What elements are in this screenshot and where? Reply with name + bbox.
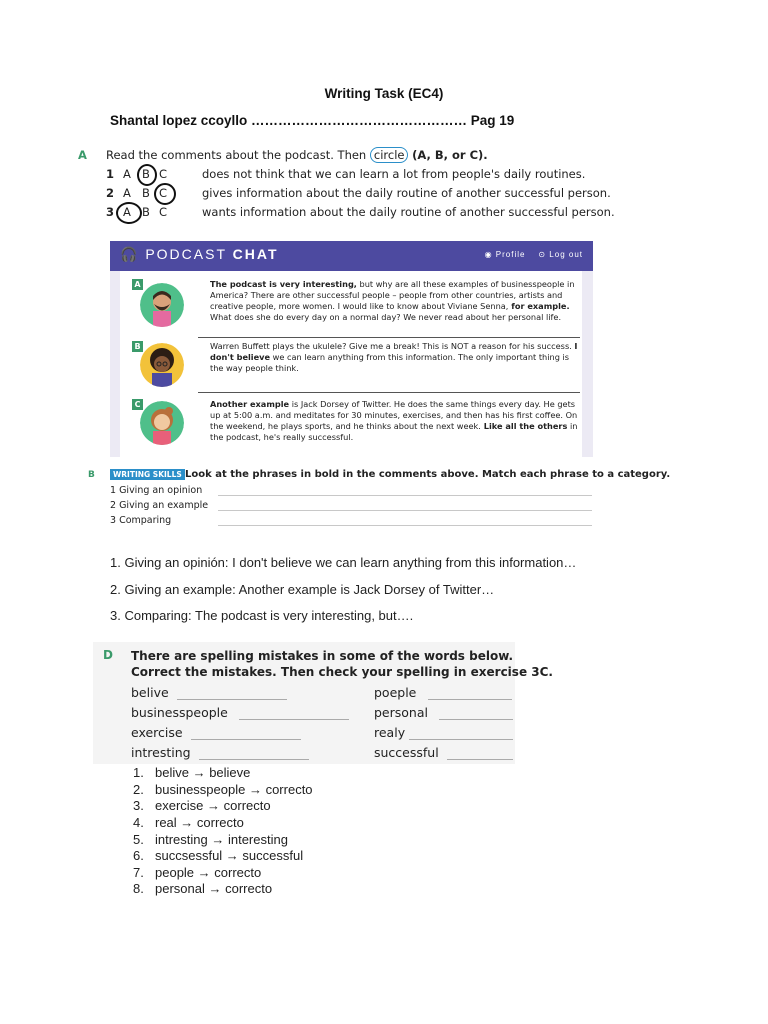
correction-text: businesspeople → correcto	[155, 782, 313, 797]
comment-tag: A	[132, 279, 143, 290]
exercise-d-letter: D	[103, 648, 113, 662]
exercise-a	[78, 146, 618, 236]
spelling-word: realy	[374, 725, 406, 740]
row-statement: does not think that we can learn a lot from people's daily routines.	[202, 167, 586, 181]
option-b[interactable]: B	[142, 205, 150, 219]
spelling-word: successful	[374, 745, 439, 760]
item-number: 6.	[133, 848, 144, 863]
item-number: 2.	[133, 782, 144, 797]
headphones-icon: 🎧	[120, 246, 140, 262]
answer-line[interactable]	[191, 739, 301, 740]
handwritten-circle-mark	[137, 164, 157, 186]
comment-tag: C	[132, 399, 143, 410]
student-line: Shantal lopez ccoyllo ………………………………………… Pag 19	[110, 113, 515, 128]
podcast-logo	[120, 246, 279, 263]
item-number: 8.	[133, 881, 144, 896]
item-number: 7.	[133, 865, 144, 880]
comment-text	[210, 279, 582, 323]
item-number: 1.	[133, 765, 144, 780]
answer-line-2: 2. Giving an example: Another example is Jack Dorsey of Twitter…	[110, 582, 495, 597]
correction-item	[133, 782, 313, 797]
row-statement: gives information about the daily routine of another successful person.	[202, 186, 611, 200]
item-number: 3.	[133, 798, 144, 813]
correction-text: personal → correcto	[155, 881, 273, 896]
option-c[interactable]: C	[159, 186, 168, 200]
logout-link[interactable]: Log out	[549, 250, 583, 259]
correction-item	[133, 765, 250, 780]
profile-icon: ◉	[484, 250, 493, 259]
instruction-line: Correct the mistakes. Then check your spelling in exercise 3C.	[131, 665, 553, 679]
correction-text: succsessful → successful	[155, 848, 304, 863]
comment-part: but why are all these examples of businesspeople in America? There are other successful people – people from other countries, artists and creative people, more women. I would like to know about Viviane Senna,	[210, 279, 575, 311]
bold-phrase: for example.	[508, 301, 570, 311]
spelling-word: exercise	[131, 725, 183, 740]
exercise-b	[78, 466, 671, 528]
spelling-word: poeple	[374, 685, 417, 700]
exercise-a-row-3	[106, 205, 626, 221]
option-c[interactable]: C	[159, 167, 168, 181]
comment-part: Warren Buffett plays the ukulele? Give me a break! This is NOT a reason for his success.	[210, 341, 575, 351]
bold-phrase: I don't believe	[210, 341, 578, 362]
row-statement: wants information about the daily routine of another successful person.	[202, 205, 615, 219]
row-number: 3	[106, 205, 115, 219]
exercise-b-instruction: Look at the phrases in bold in the comments above. Match each phrase to a category.	[185, 469, 671, 480]
avatar-bearded-man-icon	[140, 283, 184, 327]
logout-icon: ⊙	[538, 250, 547, 259]
comment-a	[132, 279, 580, 337]
divider	[198, 392, 580, 393]
correction-text: belive → believe	[155, 765, 251, 780]
divider	[198, 337, 580, 338]
bold-phrase: The podcast is very interesting,	[210, 279, 357, 289]
exercise-a-row-2	[106, 186, 626, 202]
option-a[interactable]: A	[123, 186, 131, 200]
answer-line-3: 3. Comparing: The podcast is very interesting, but….	[110, 608, 414, 623]
brand-light: PODCAST	[145, 246, 227, 262]
answer-line[interactable]	[218, 510, 592, 511]
option-c[interactable]: C	[159, 205, 168, 219]
correction-text: real → correcto	[155, 815, 244, 830]
comment-part: is Jack Dorsey of Twitter. He does the same things every day. He gets up at 5:00 a.m. and meditates for 30 minutes, exercises, and then has his first coffee. On the weekend, he plays sports, and he thinks about the next week.	[210, 399, 578, 431]
comment-part: in the podcast, he's really successful.	[210, 421, 578, 442]
item-number: 5.	[133, 832, 144, 847]
exercise-d	[93, 642, 553, 764]
page-title: Writing Task (EC4)	[324, 86, 444, 101]
handwritten-circle-mark	[154, 183, 176, 205]
writing-skills-badge: WRITING SKILLS	[110, 469, 185, 480]
avatar-woman-icon	[140, 401, 184, 445]
exercise-a-row-1	[106, 167, 626, 183]
option-b[interactable]: B	[142, 167, 150, 181]
header-links	[485, 250, 583, 259]
comment-c	[132, 399, 580, 455]
row-number: 1	[106, 167, 115, 181]
correction-item	[133, 815, 244, 830]
instruction-line: There are spelling mistakes in some of the words below.	[131, 649, 514, 663]
podcast-chat-card	[110, 241, 593, 457]
correction-item	[133, 848, 303, 863]
correction-text: intresting → interesting	[155, 832, 288, 847]
avatar-curly-hair-man-icon	[140, 343, 184, 387]
category-item: 1 Giving an opinion	[110, 485, 203, 496]
answer-line[interactable]	[218, 495, 592, 496]
correction-text: exercise → correcto	[155, 798, 271, 813]
row-number: 2	[106, 186, 115, 200]
handwritten-circle-mark	[116, 202, 142, 224]
answer-line[interactable]	[447, 759, 513, 760]
spelling-word: intresting	[131, 745, 191, 760]
comment-text	[210, 399, 582, 443]
spelling-word: businesspeople	[131, 705, 228, 720]
exercise-b-letter: B	[88, 470, 95, 480]
answer-line[interactable]	[199, 759, 309, 760]
answer-line[interactable]	[177, 699, 287, 700]
correction-text: people → correcto	[155, 865, 262, 880]
item-number: 4.	[133, 815, 144, 830]
option-a[interactable]: A	[123, 205, 131, 219]
answer-line-1: 1. Giving an opinión: I don't believe we can learn anything from this information…	[110, 555, 577, 570]
category-item: 2 Giving an example	[110, 500, 209, 511]
instruction-post: (A, B, or C).	[412, 148, 488, 162]
category-item: 3 Comparing	[110, 515, 172, 526]
profile-link[interactable]: Profile	[495, 250, 526, 259]
brand-bold: CHAT	[232, 246, 279, 262]
exercise-a-letter: A	[78, 148, 87, 162]
exercise-a-instruction	[106, 148, 488, 162]
bold-phrase: Another example	[210, 399, 290, 409]
comment-part: What does she do every day on a normal day? We never read about her personal life.	[210, 312, 562, 322]
comment-b	[132, 341, 580, 393]
correction-item	[133, 865, 261, 880]
spelling-word: belive	[131, 685, 169, 700]
comment-text	[210, 341, 582, 374]
comment-tag: B	[132, 341, 143, 352]
correction-item	[133, 798, 271, 813]
answer-line[interactable]	[239, 719, 349, 720]
bold-phrase: Like all the others	[480, 421, 568, 431]
correction-item	[133, 881, 272, 896]
comment-part: we can learn anything from this information. The only important thing is the way people think.	[210, 352, 570, 373]
correction-item	[133, 832, 288, 847]
option-a[interactable]: A	[123, 167, 131, 181]
podcast-header	[110, 241, 593, 271]
answer-line[interactable]	[439, 719, 513, 720]
answer-line[interactable]	[218, 525, 592, 526]
comments-panel	[120, 271, 582, 457]
circle-word: circle	[370, 147, 409, 163]
answer-line[interactable]	[428, 699, 512, 700]
option-b[interactable]: B	[142, 186, 150, 200]
answer-line[interactable]	[409, 739, 513, 740]
instruction-pre: Read the comments about the podcast. Then	[106, 148, 367, 162]
exercise-d-instruction	[131, 648, 553, 680]
spelling-word: personal	[374, 705, 428, 720]
